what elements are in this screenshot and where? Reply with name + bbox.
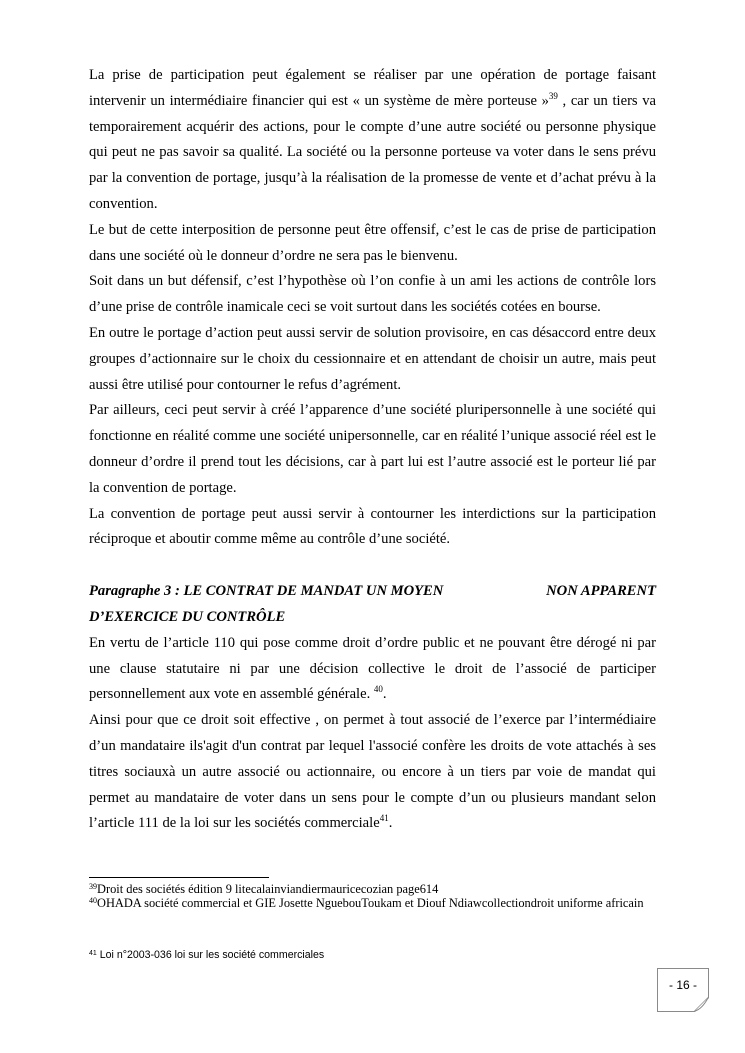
heading-line1-right: NON APPARENT bbox=[546, 583, 656, 600]
body-text bbox=[89, 63, 656, 837]
paragraph-offensif: Le but de cette interposition de personne peut être offensif, c’est le cas de prise de participation dans une société où le donneur d’ordre ne sera pas le bienvenu. bbox=[89, 221, 656, 264]
paragraph-provisoire: En outre le portage d’action peut aussi servir de solution provisoire, en cas désaccord entre deux groupes d’actionnaire sur le choix du cessionnaire et en attendant de choisir un autre, mais peut aussi être utilisé pour contourner le refus d’agrément. bbox=[89, 324, 656, 393]
paragraph-text: . bbox=[388, 815, 393, 832]
paragraph-contourner: La convention de portage peut aussi servir à contourner les interdictions sur la participation réciproque et aboutir comme même au contrôle d’une société. bbox=[89, 505, 656, 548]
paragraph-defensif: Soit dans un but défensif, c’est l’hypothèse où l’on confie à un ami les actions de contrôle lors d’une prise de contrôle inamicale ceci se voit surtout dans les sociétés cotées en bourse. bbox=[89, 273, 656, 316]
page-curl-icon bbox=[694, 997, 709, 1012]
footnote-39 bbox=[89, 882, 649, 896]
footnote-text: Droit des sociétés édition 9 litecalainviandiermauricecozian page614 bbox=[97, 882, 439, 896]
paragraph-portage bbox=[89, 63, 656, 218]
paragraph-text: La prise de participation peut également se réaliser par une opération de portage faisant intervenir un intermédiaire financier qui est « un système de mère porteuse » bbox=[89, 67, 656, 109]
footnote-text: OHADA société commercial et GIE Josette NguebouToukam et Diouf Ndiawcollectiondroit uniforme africain bbox=[97, 896, 644, 910]
footnote-40 bbox=[89, 896, 649, 910]
footnotes bbox=[89, 882, 649, 910]
footnote-41 bbox=[89, 948, 324, 962]
footnote-text: Loi n°2003-036 loi sur les société commerciales bbox=[96, 949, 325, 961]
footnote-ref-39[interactable]: 39 bbox=[548, 90, 558, 101]
paragraph-text: , car un tiers va temporairement acquérir des actions, pour le compte d’une autre société ou personne physique qui peut ne pas savoir sa qualité. La société ou la personne porteuse va voter dans le sens prévu par la convention de portage, jusqu’à la réalisation de la promesse de vente et d’achat prévu à la convention. bbox=[89, 92, 657, 212]
page-number: - 16 - bbox=[668, 978, 697, 992]
footnote-ref-41[interactable]: 41 bbox=[379, 813, 389, 824]
footnote-separator bbox=[89, 877, 269, 878]
paragraph-apparence: Par ailleurs, ceci peut servir à créé l’apparence d’une société pluripersonnelle à une société qui fonctionne en réalité comme une société unipersonnelle, car en réalité l’unique associé réel est le donneur d’ordre il prend tout les décisions, car à part lui est l’autre associé est le porteur lié par la convention de portage. bbox=[89, 402, 656, 496]
paragraph-text: Ainsi pour que ce droit soit effective , on permet à tout associé de l’exerce par l’intermédiaire d’un mandataire ils'agit d'un contrat par lequel l'associé confère les droits de vote attachés à ses titres sociauxà un autre associé ou actionnaire, ou encore à un tiers par voie de mandat qui permet au mandataire de voter dans un sens pour le compte d’un ou plusieurs mandant selon l’article 111 de la loi sur les sociétés commerciale bbox=[89, 712, 656, 832]
paragraph-text: . bbox=[382, 686, 387, 703]
paragraph-text: En vertu de l’article 110 qui pose comme droit d’ordre public et ne pouvant être dérogé ni par une clause statutaire ni par une décision collective le droit de l’associé de participer personnellement aux vote en assemblé générale. bbox=[89, 634, 656, 703]
footnote-mark: 40 bbox=[89, 896, 97, 905]
heading-line2: D’EXERCICE DU CONTRÔLE bbox=[89, 608, 286, 625]
footnote-mark: 39 bbox=[89, 882, 97, 891]
footnote-mark: 41 bbox=[89, 950, 97, 957]
heading-line1-left: Paragraphe 3 : LE CONTRAT DE MANDAT UN MOYEN bbox=[89, 583, 444, 600]
paragraph-article-110 bbox=[89, 631, 656, 708]
paragraph-mandataire bbox=[89, 708, 656, 837]
section-heading bbox=[89, 579, 656, 631]
footnote-ref-40[interactable]: 40 bbox=[373, 684, 383, 695]
